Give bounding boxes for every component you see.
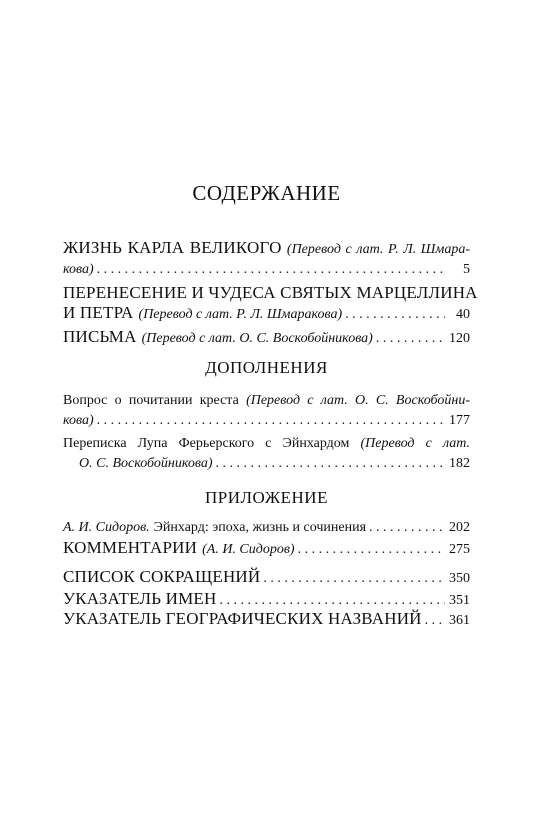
- toc-title: СОДЕРЖАНИЕ: [192, 181, 341, 205]
- page-number: 361: [449, 613, 470, 628]
- entry-title: ПЕРЕНЕСЕНИЕ И ЧУДЕСА СВЯТЫХ МАРЦЕЛЛИНА: [63, 283, 478, 302]
- toc-entry-sidorov-essay[interactable]: [63, 518, 470, 538]
- entry-translator-note: (Перевод с лат. Р. Л. Шмара-: [286, 242, 471, 257]
- toc-entry-lupus[interactable]: [63, 434, 470, 474]
- entry-title: УКАЗАТЕЛЬ ИМЕН: [63, 589, 217, 608]
- page-number: 5: [463, 262, 470, 277]
- page-number: 40: [456, 307, 470, 322]
- toc-entry-abbreviations[interactable]: [63, 567, 470, 589]
- section-heading-appendix: ПРИЛОЖЕНИЕ: [205, 488, 328, 507]
- entry-translator-note: (Перевод с лат. Р. Л. Шмаракова): [138, 307, 343, 322]
- page-number: 202: [449, 520, 470, 535]
- entry-title-cont: И ПЕТРА: [63, 303, 134, 322]
- page-number: 182: [449, 456, 470, 471]
- dot-leader: [216, 454, 445, 474]
- entry-title: Эйнхард: эпоха, жизнь и сочинения: [153, 520, 367, 535]
- toc-entry-marcellinus[interactable]: [63, 283, 478, 325]
- toc-entry-name-index[interactable]: [63, 589, 470, 611]
- entry-title: Переписка Лупа Ферьерского с Эйнхардом: [63, 436, 350, 451]
- dot-leader: [376, 329, 445, 349]
- toc-entry-letters[interactable]: [63, 327, 470, 349]
- entry-title: КОММЕНТАРИИ: [63, 538, 198, 557]
- dot-leader: [97, 260, 445, 280]
- toc-entry-cross[interactable]: [63, 391, 470, 431]
- entry-translator-note: (Перевод с лат.: [360, 436, 470, 451]
- entry-author: А. И. Сидоров.: [63, 520, 150, 535]
- page-number: 177: [449, 413, 470, 428]
- entry-title: СПИСОК СОКРАЩЕНИЙ: [63, 567, 261, 586]
- entry-title: Вопрос о почитании креста: [63, 393, 239, 408]
- page-number: 350: [449, 571, 470, 586]
- page-number: 120: [449, 331, 470, 346]
- dot-leader: [425, 611, 445, 631]
- toc-entry-geo-index[interactable]: [63, 609, 470, 631]
- page-number: 275: [449, 542, 470, 557]
- dot-leader: [369, 518, 445, 538]
- entry-translator-note: (Перевод с лат. О. С. Воскобойникова): [141, 331, 373, 346]
- dot-leader: [219, 591, 445, 611]
- dot-leader: [263, 569, 445, 589]
- entry-translator-note: (Перевод с лат. О. С. Воскобойни-: [246, 393, 470, 408]
- entry-translator-note-cont: О. С. Воскобойникова): [79, 456, 213, 471]
- toc-entry-karl[interactable]: [63, 238, 470, 280]
- entry-author-note: (А. И. Сидоров): [202, 542, 295, 557]
- dot-leader: [345, 305, 445, 325]
- section-heading-supplements: ДОПОЛНЕНИЯ: [205, 358, 328, 377]
- entry-title: УКАЗАТЕЛЬ ГЕОГРАФИЧЕСКИХ НАЗВАНИЙ: [63, 609, 422, 628]
- page-number: 351: [449, 593, 470, 608]
- entry-title: ПИСЬМА: [63, 327, 137, 346]
- entry-translator-note-cont: кова): [63, 262, 94, 277]
- entry-translator-note-cont: кова): [63, 413, 94, 428]
- dot-leader: [298, 540, 445, 560]
- toc-entry-commentary[interactable]: [63, 538, 470, 560]
- dot-leader: [97, 411, 445, 431]
- entry-title: ЖИЗНЬ КАРЛА ВЕЛИКОГО: [63, 238, 282, 257]
